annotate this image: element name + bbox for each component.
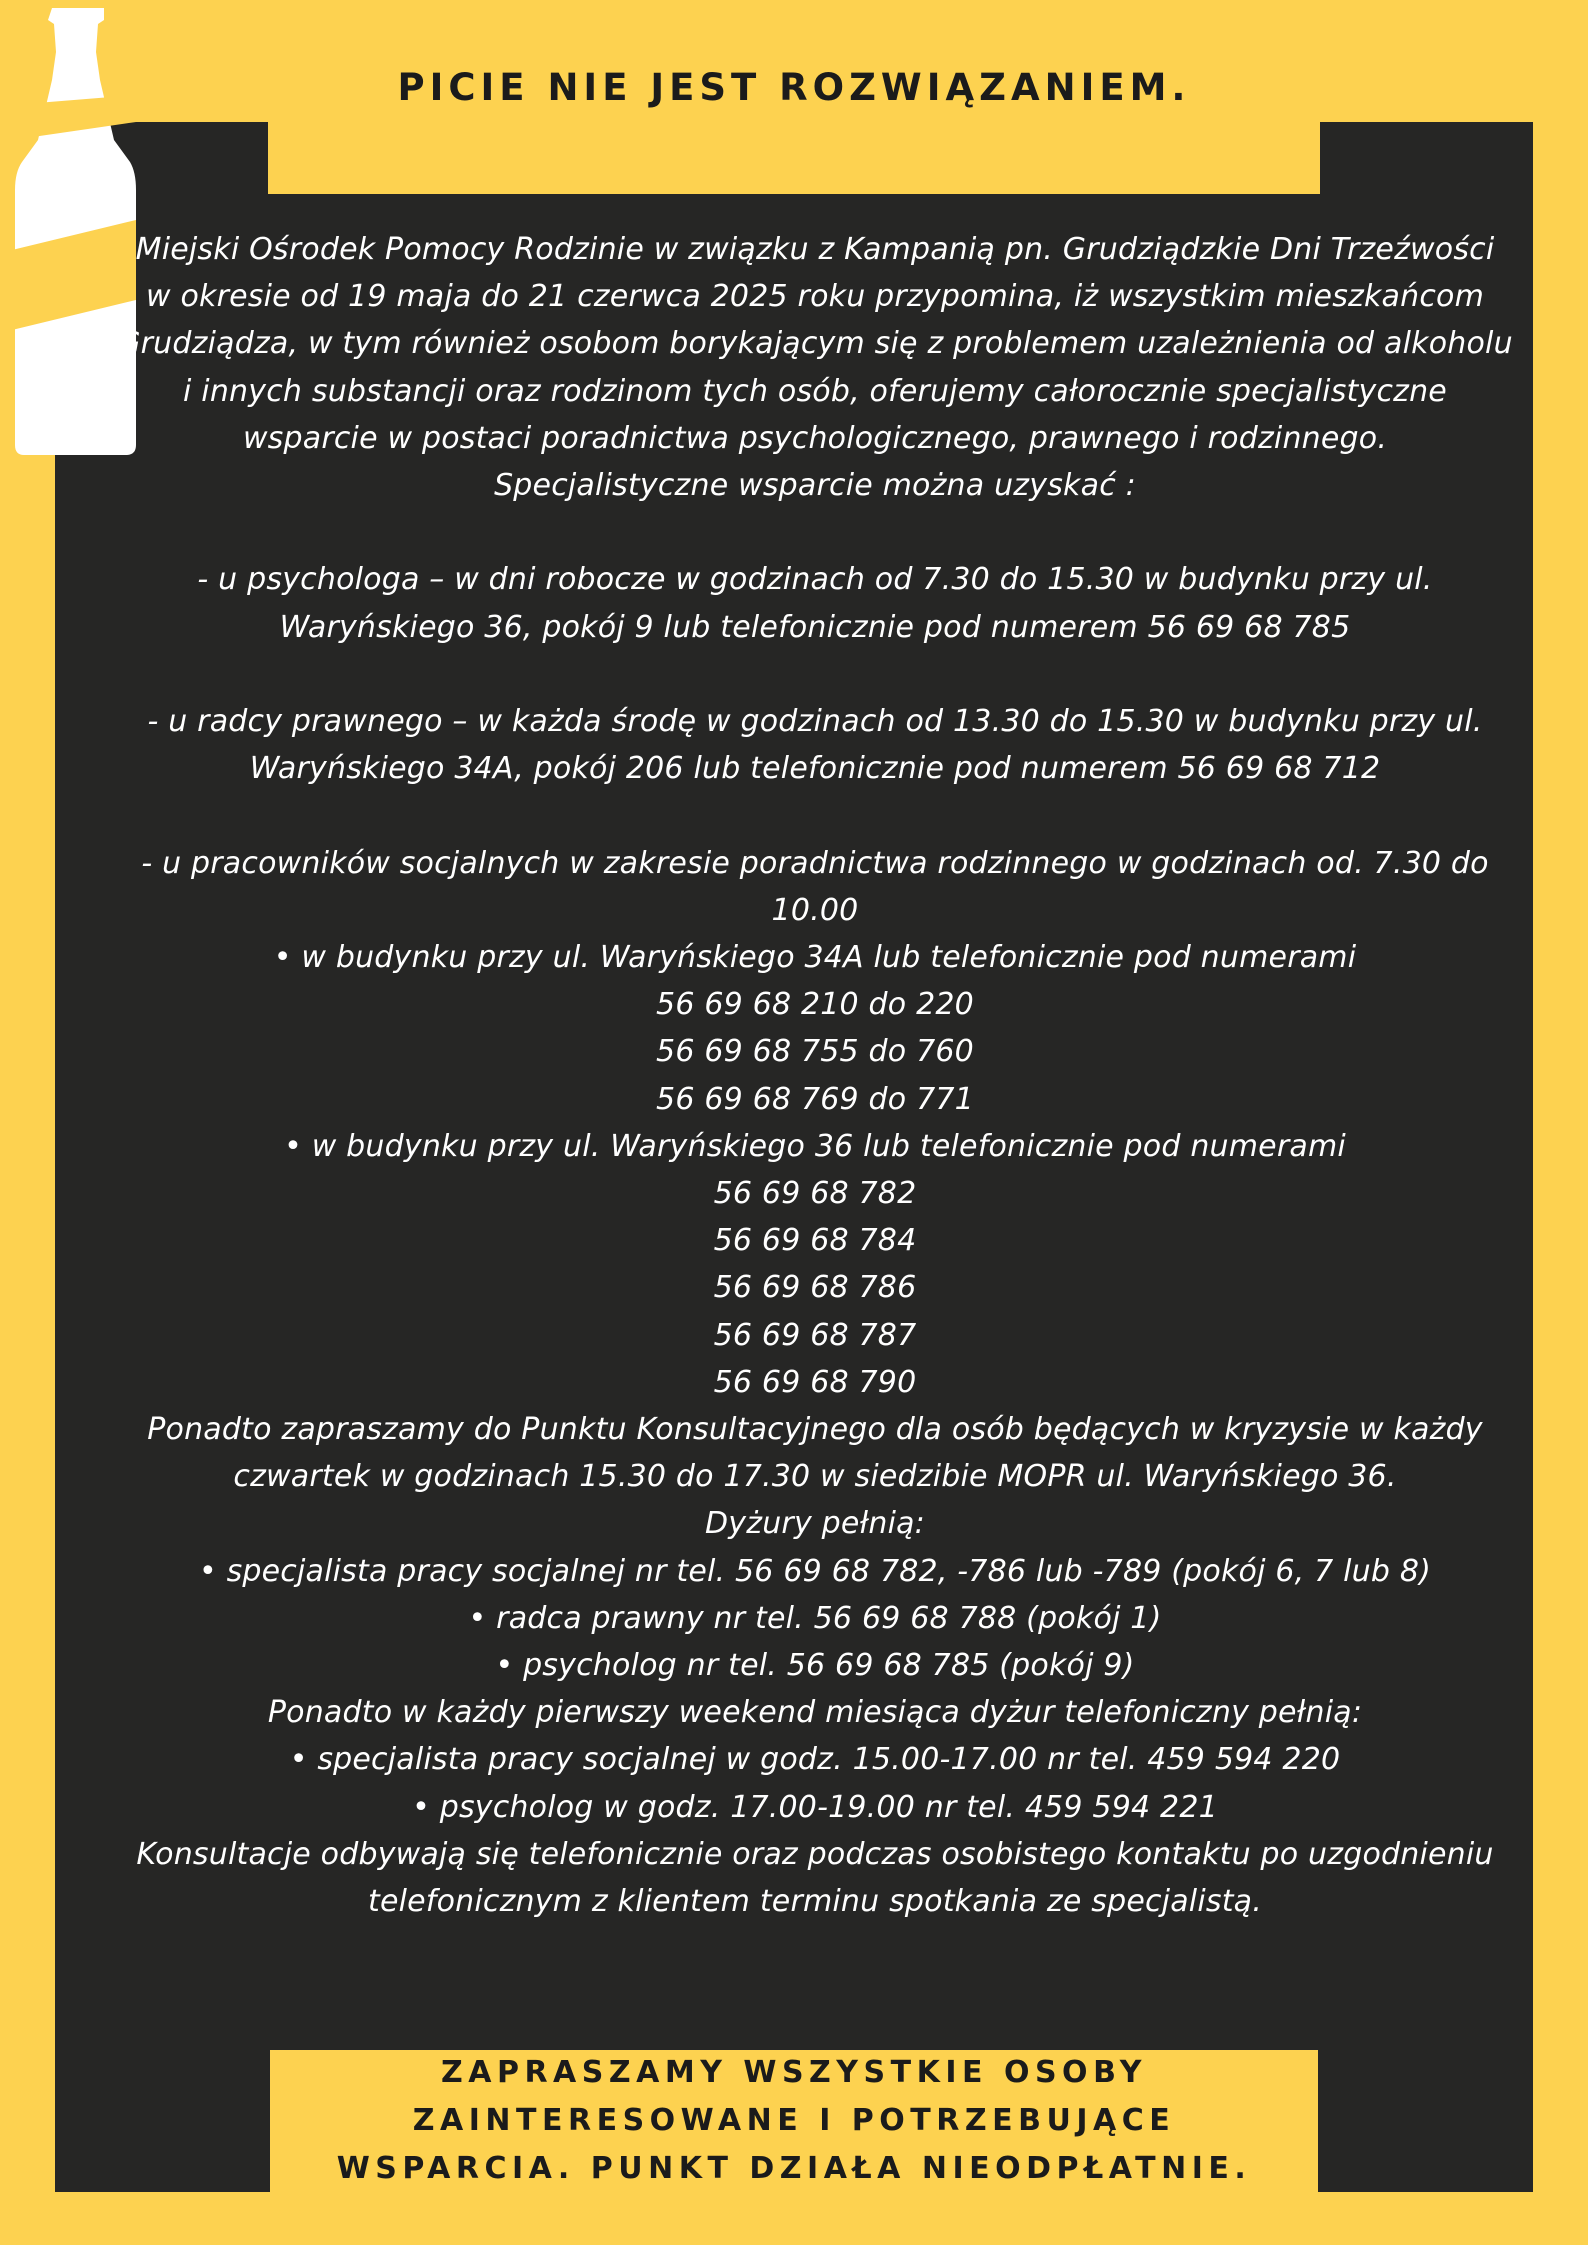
psychologist-line: - u psychologa – w dni robocze w godzinach od 7.30 do 15.30 w budynku przy ul. — [197, 562, 1433, 598]
crisis-line: Ponadto w każdy pierwszy weekend miesiąca dyżur telefoniczny pełnią: — [267, 1695, 1363, 1731]
crisis-line: • psycholog w godz. 17.00-19.00 nr tel. 459 594 221 — [412, 1789, 1218, 1825]
footer-line: ZAINTERESOWANE I POTRZEBUJĄCE — [412, 2103, 1176, 2138]
legal-line: Waryńskiego 34A, pokój 206 lub telefonicznie pod numerem 56 69 68 712 — [249, 751, 1381, 787]
phone-number: 56 69 68 782 — [713, 1176, 917, 1212]
phone-number: 56 69 68 784 — [713, 1223, 917, 1259]
crisis-line: Dyżury pełnią: — [705, 1506, 925, 1542]
phone-number: 56 69 68 755 do 760 — [656, 1034, 974, 1070]
social-line: - u pracowników socjalnych w zakresie poradnictwa rodzinnego w godzinach od. 7.30 do — [141, 845, 1489, 881]
intro-line: w okresie od 19 maja do 21 czerwca 2025 roku przypomina, iż wszystkim mieszkańcom — [145, 279, 1485, 315]
intro-line: Specjalistyczne wsparcie można uzyskać : — [494, 468, 1136, 504]
crisis-line: • specjalista pracy socjalnej w godz. 15.00-17.00 nr tel. 459 594 220 — [289, 1742, 1341, 1778]
intro-line: i innych substancji oraz rodzinom tych osób, oferujemy całorocznie specjalistyczne — [183, 373, 1447, 409]
crisis-line: • specjalista pracy socjalnej nr tel. 56 69 68 782, -786 lub -789 (pokój 6, 7 lub 8) — [198, 1553, 1432, 1589]
footer-text — [270, 2049, 1318, 2193]
crisis-line: Konsultacje odbywają się telefonicznie oraz podczas osobistego kontaktu po uzgodnieniu — [136, 1836, 1494, 1872]
body-text — [115, 226, 1515, 1925]
footer-line: WSPARCIA. PUNKT DZIAŁA NIEODPŁATNIE. — [336, 2151, 1252, 2186]
phone-number: 56 69 68 769 do 771 — [656, 1081, 974, 1117]
phone-number: 56 69 68 787 — [713, 1317, 917, 1353]
social-line: 10.00 — [771, 892, 859, 928]
legal-line: - u radcy prawnego – w każda środę w godzinach od 13.30 do 15.30 w budynku przy ul. — [147, 704, 1483, 739]
page-title: PICIE NIE JEST ROZWIĄZANIEM. — [397, 66, 1191, 109]
crisis-line: telefonicznym z klientem terminu spotkania ze specjalistą. — [368, 1884, 1262, 1920]
phone-number: 56 69 68 210 do 220 — [656, 987, 974, 1023]
intro-line: wsparcie w postaci poradnictwa psychologicznego, prawnego i rodzinnego. — [242, 420, 1388, 456]
social-line: • w budynku przy ul. Waryńskiego 34A lub telefonicznie pod numerami — [273, 940, 1357, 975]
crisis-line: • radca prawny nr tel. 56 69 68 788 (pokój 1) — [468, 1600, 1162, 1636]
crisis-line: • psycholog nr tel. 56 69 68 785 (pokój 9) — [495, 1648, 1135, 1684]
intro-line: Grudziądza, w tym również osobom borykającym się z problemem uzależnienia od alkoholu — [117, 326, 1513, 362]
psychologist-line: Waryńskiego 36, pokój 9 lub telefonicznie pod numerem 56 69 68 785 — [279, 609, 1351, 645]
phone-number: 56 69 68 786 — [713, 1270, 917, 1306]
crisis-line: czwartek w godzinach 15.30 do 17.30 w siedzibie MOPR ul. Waryńskiego 36. — [233, 1459, 1397, 1495]
phone-number: 56 69 68 790 — [713, 1364, 917, 1400]
crisis-line: Ponadto zapraszamy do Punktu Konsultacyjnego dla osób będących w kryzysie w każdy — [147, 1412, 1483, 1448]
footer-line: ZAPRASZAMY WSZYSTKIE OSOBY — [440, 2055, 1148, 2090]
social-line: • w budynku przy ul. Waryńskiego 36 lub telefonicznie pod numerami — [284, 1128, 1346, 1164]
intro-line: Miejski Ośrodek Pomocy Rodzinie w związku z Kampanią pn. Grudziądzkie Dni Trzeźwości — [135, 232, 1495, 267]
